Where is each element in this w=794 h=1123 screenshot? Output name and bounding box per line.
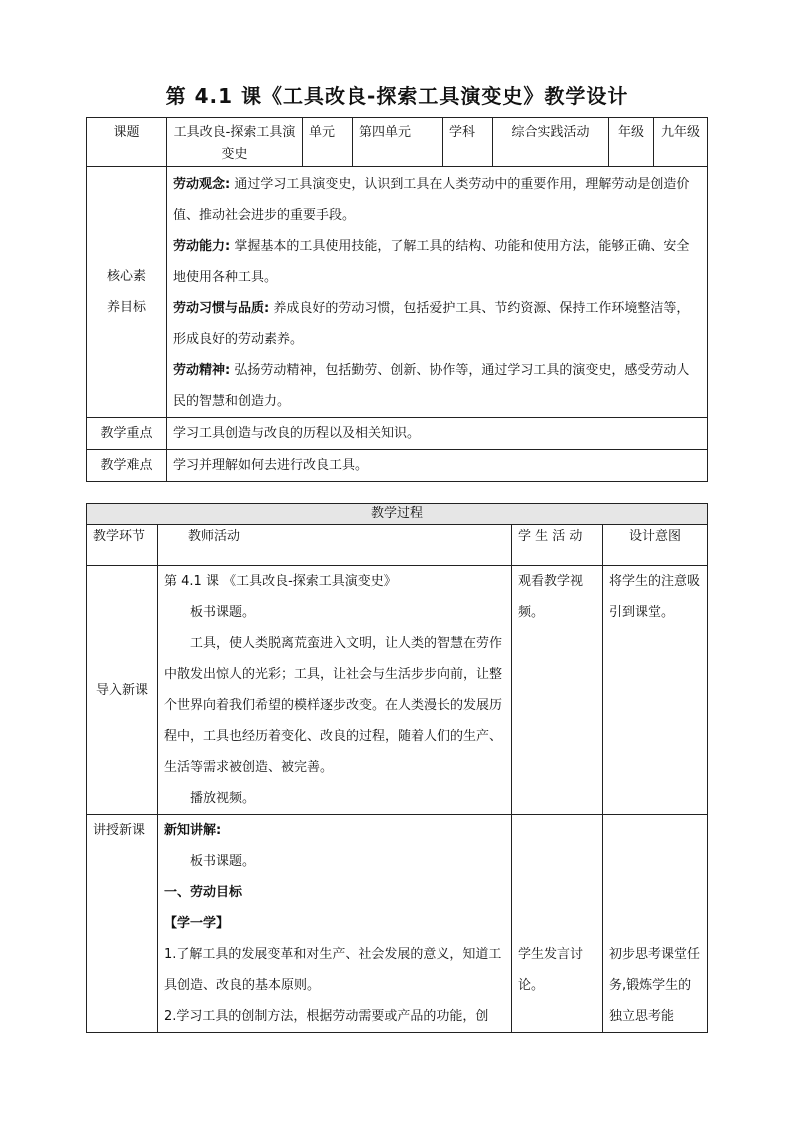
teacher-line: 板书课题。 xyxy=(190,605,256,620)
difficulty-value: 学习并理解如何去进行改良工具。 xyxy=(167,450,708,482)
teacher-line: 一、劳动目标 xyxy=(164,885,243,900)
teacher-line: 第 4.1 课 《工具改良-探索工具演变史》 xyxy=(164,574,397,589)
unit-value: 第四单元 xyxy=(353,118,443,167)
core-goal-item: 劳动观念: 通过学习工具演变史，认识到工具在人类劳动中的重要作用，理解劳动是创造价值、推动社会进步的重要手段。 xyxy=(173,177,690,223)
teacher-line: 【学一学】 xyxy=(164,916,230,931)
teacher-line: 板书课题。 xyxy=(190,854,256,869)
teacher-line: 2.学习工具的创制方法，根据劳动需要或产品的功能，创 xyxy=(164,1009,489,1024)
core-goal-item: 劳动精神: 弘扬劳动精神，包括勤劳、创新、协作等，通过学习工具的演变史，感受劳动人民的智慧和创造力。 xyxy=(173,363,690,409)
key-point-value: 学习工具创造与改良的历程以及相关知识。 xyxy=(167,418,708,450)
topic-value: 工具改良-探索工具演变史 xyxy=(167,118,303,167)
subject-label: 学科 xyxy=(443,118,493,167)
core-goals-label: 核心素养目标 xyxy=(87,167,167,418)
core-goals-row xyxy=(87,167,708,418)
student-cell: 学生发言讨论。 xyxy=(512,815,603,1033)
info-header-row xyxy=(87,118,708,167)
col-design: 设计意图 xyxy=(603,525,708,566)
teaching-process-table xyxy=(86,503,708,1033)
core-goal-item: 劳动习惯与品质: 养成良好的劳动习惯，包括爱护工具、节约资源、保持工作环境整洁等，形成良好的劳动素养。 xyxy=(173,301,690,347)
col-teacher: 教师活动 xyxy=(158,525,512,566)
grade-value: 九年级 xyxy=(654,118,708,167)
teacher-line: 工具，使人类脱离荒蛮进入文明，让人类的智慧在劳作中散发出惊人的光彩；工具，让社会与生活步步向前，让整个世界向着我们希望的模样逐步改变。在人类漫长的发展历程中，工具也经历着变化、改良的过程，随着人们的生产、生活等需求被创造、被完善。 xyxy=(164,636,503,775)
process-band-row xyxy=(87,504,708,525)
grade-label: 年级 xyxy=(609,118,654,167)
col-stage: 教学环节 xyxy=(87,525,158,566)
design-cell: 初步思考课堂任务,锻炼学生的独立思考能 xyxy=(603,815,708,1033)
unit-label: 单元 xyxy=(303,118,353,167)
difficulty-label: 教学难点 xyxy=(87,450,167,482)
process-row-intro xyxy=(87,566,708,815)
key-point-row xyxy=(87,418,708,450)
stage-cell: 导入新课 xyxy=(87,566,158,815)
core-goals-content xyxy=(167,167,708,418)
student-cell: 观看教学视频。 xyxy=(512,566,603,815)
lesson-info-table xyxy=(86,117,708,482)
subject-value: 综合实践活动 xyxy=(493,118,609,167)
teacher-line: 1.了解工具的发展变革和对生产、社会发展的意义，知道工具创造、改良的基本原则。 xyxy=(164,947,502,993)
teacher-cell xyxy=(158,815,512,1033)
teacher-line: 播放视频。 xyxy=(190,791,256,806)
page-title: 第 4.1 课《工具改良-探索工具演变史》教学设计 xyxy=(165,84,629,108)
topic-label: 课题 xyxy=(87,118,167,167)
key-point-label: 教学重点 xyxy=(87,418,167,450)
teacher-line: 新知讲解: xyxy=(164,823,222,838)
core-goal-item: 劳动能力: 掌握基本的工具使用技能，了解工具的结构、功能和使用方法，能够正确、安全地使用各种工具。 xyxy=(173,239,690,285)
stage-cell: 讲授新课 xyxy=(87,815,158,1033)
col-student: 学 生 活 动 xyxy=(512,525,603,566)
design-cell: 将学生的注意吸引到课堂。 xyxy=(603,566,708,815)
difficulty-row xyxy=(87,450,708,482)
process-band: 教学过程 xyxy=(87,504,708,525)
teacher-cell xyxy=(158,566,512,815)
process-row-new xyxy=(87,815,708,1033)
process-header-row xyxy=(87,525,708,566)
